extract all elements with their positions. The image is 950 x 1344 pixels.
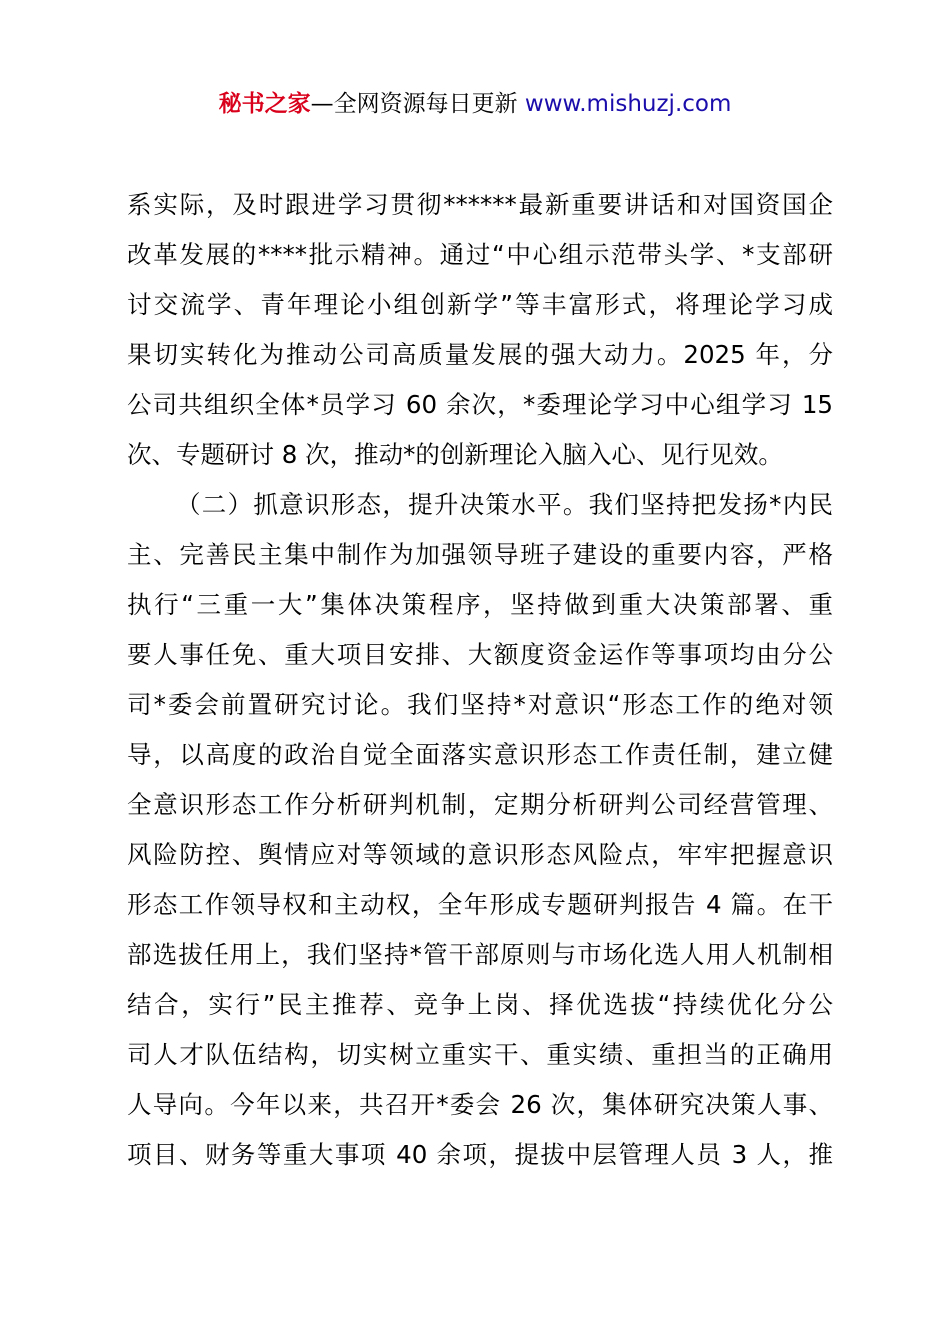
site-tagline: —全网资源每日更新 bbox=[310, 91, 518, 117]
text-line: 导，以高度的政治自觉全面落实意识形态工作责任制，建立健 bbox=[127, 740, 833, 769]
text-line: 系实际，及时跟进学习贯彻******最新重要讲话和对国资国企 bbox=[127, 190, 833, 219]
text-line: 主、完善民主集中制作为加强领导班子建设的重要内容，严格 bbox=[127, 540, 833, 569]
text-line: 司人才队伍结构，切实树立重实干、重实绩、重担当的正确用 bbox=[127, 1040, 833, 1069]
text-line: 公司共组织全体*员学习 60 余次，*委理论学习中心组学习 15 bbox=[127, 390, 833, 419]
text-line: 果切实转化为推动公司高质量发展的强大动力。2025 年，分 bbox=[127, 340, 833, 369]
text-line: 项目、财务等重大事项 40 余项，提拔中层管理人员 3 人，推 bbox=[127, 1140, 833, 1169]
text-line: 执行“三重一大”集体决策程序，坚持做到重大决策部署、重 bbox=[127, 590, 833, 619]
text-line: 司*委会前置研究讨论。我们坚持*对意识“形态工作的绝对领 bbox=[127, 690, 833, 719]
site-brand: 秘书之家 bbox=[218, 91, 311, 117]
section-heading-line: （二）抓意识形态，提升决策水平。我们坚持把发扬*内民 bbox=[176, 490, 833, 519]
document-body bbox=[127, 180, 833, 1180]
text-line: 改革发展的****批示精神。通过“中心组示范带头学、*支部研 bbox=[127, 240, 833, 269]
paragraph-2 bbox=[127, 480, 833, 1180]
text-line: 结合，实行”民主推荐、竞争上岗、择优选拔“持续优化分公 bbox=[127, 990, 833, 1019]
text-line: 次、专题研讨 8 次，推动*的创新理论入脑入心、见行见效。 bbox=[127, 440, 783, 469]
text-line: 要人事任免、重大项目安排、大额度资金运作等事项均由分公 bbox=[127, 640, 833, 669]
text-line: 讨交流学、青年理论小组创新学”等丰富形式，将理论学习成 bbox=[127, 290, 833, 319]
text-line: 风险防控、舆情应对等领域的意识形态风险点，牢牢把握意识 bbox=[127, 840, 833, 869]
text-line: 人导向。今年以来，共召开*委会 26 次，集体研究决策人事、 bbox=[127, 1090, 833, 1119]
site-url-link[interactable]: www.mishuzj.com bbox=[524, 91, 732, 117]
text-line: 形态工作领导权和主动权，全年形成专题研判报告 4 篇。在干 bbox=[127, 890, 833, 919]
site-header bbox=[0, 86, 950, 122]
text-line: 部选拔任用上，我们坚持*管干部原则与市场化选人用人机制相 bbox=[127, 940, 833, 969]
text-line: 全意识形态工作分析研判机制，定期分析研判公司经营管理、 bbox=[127, 790, 833, 819]
paragraph-1 bbox=[127, 180, 833, 480]
